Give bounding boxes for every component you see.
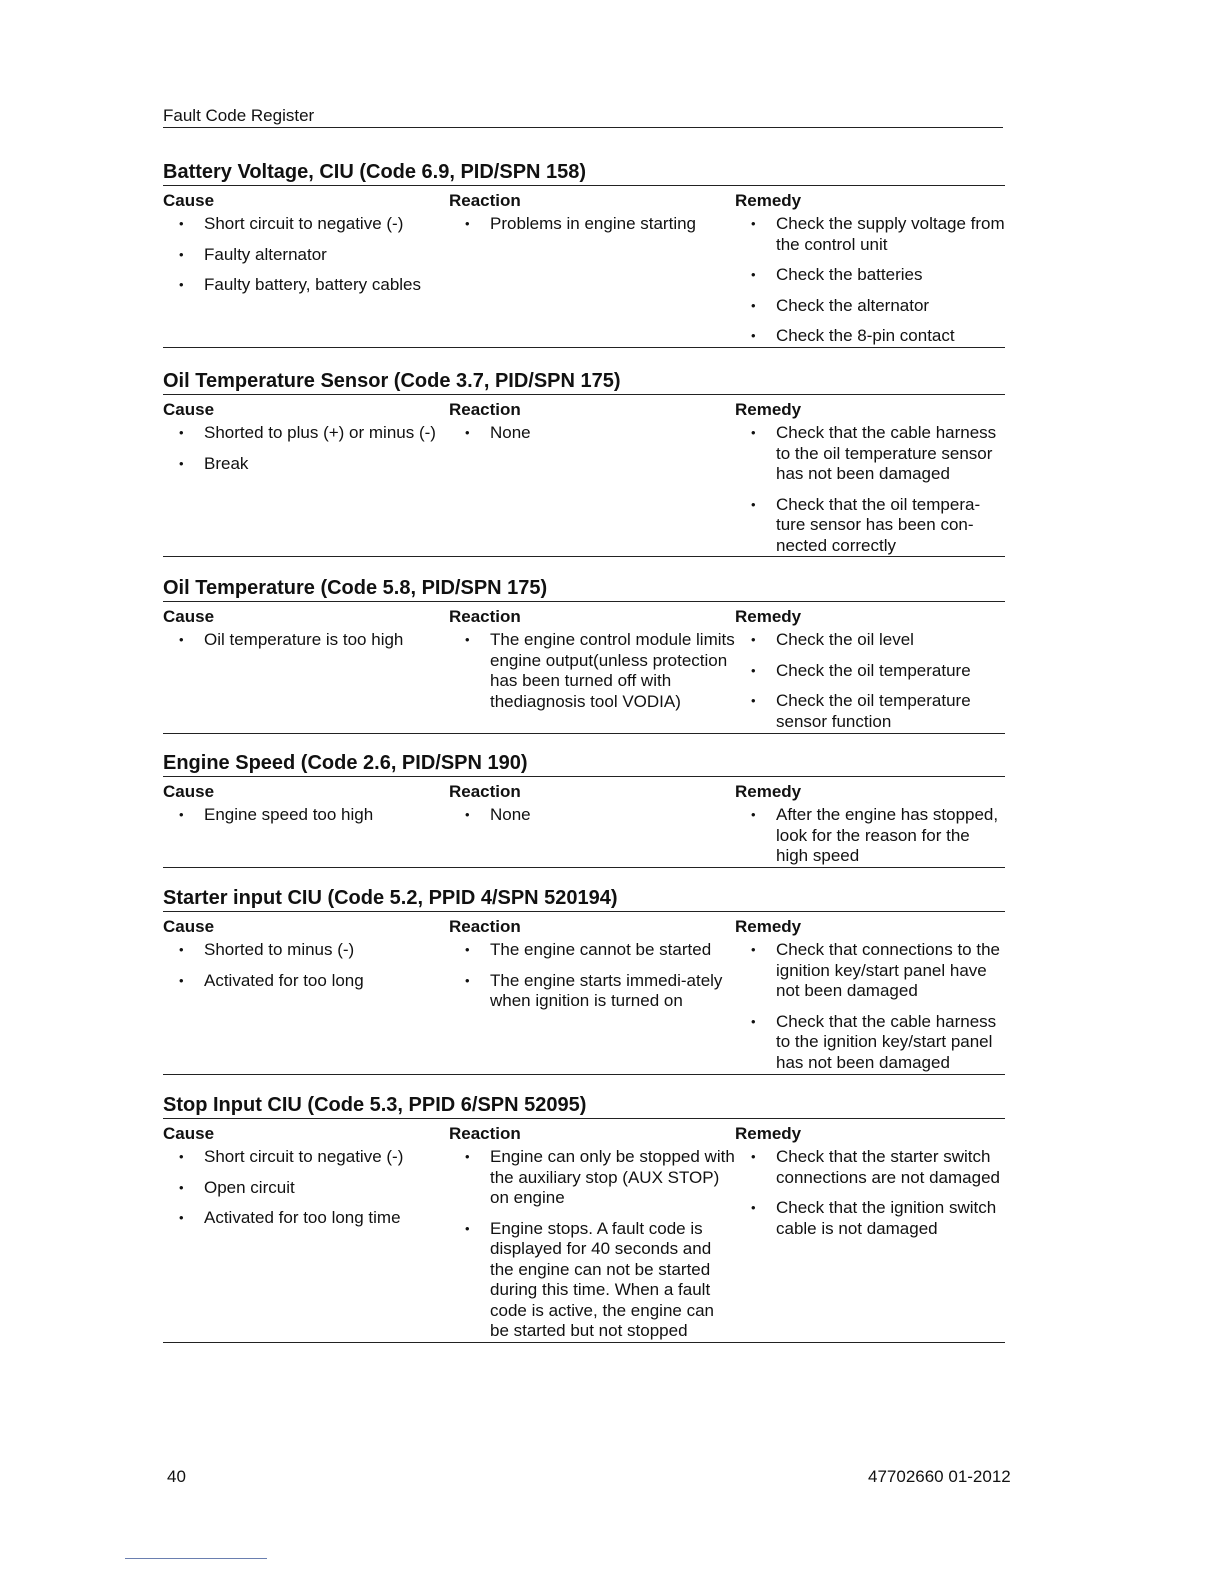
cause-column [163, 602, 449, 733]
cause-column [163, 912, 449, 1074]
reaction-item: • The engine control module limits engine output(unless protection has been turned off with thediagnosis tool VODIA) [449, 630, 735, 712]
reaction-item: • Engine can only be stopped with the auxiliary stop (AUX STOP) on engine [449, 1147, 735, 1209]
cause-column [163, 395, 449, 556]
remedy-item: • Check the 8-pin contact [735, 326, 1005, 347]
cause-heading: Cause [163, 191, 215, 210]
cause-item: • Short circuit to negative (-) [163, 214, 449, 235]
cause-item: • Activated for too long time [163, 1208, 449, 1229]
remedy-item: • Check that the cable harness to the oil temperature sensor has not been damaged [735, 423, 1005, 485]
section-title: Battery Voltage, CIU (Code 6.9, PID/SPN 158) [163, 160, 1005, 186]
fault-section-engine-speed [163, 751, 1005, 868]
reaction-heading: Reaction [449, 191, 521, 210]
cause-item: • Break [163, 454, 449, 475]
remedy-column [735, 186, 1005, 347]
reaction-heading: Reaction [449, 917, 521, 936]
remedy-item: • Check the oil level [735, 630, 1005, 651]
cause-item: • Engine speed too high [163, 805, 449, 826]
remedy-item: • Check that connections to the ignition key/start panel have not been damaged [735, 940, 1005, 1002]
page-number: 40 [167, 1467, 186, 1486]
page-header: Fault Code Register [163, 106, 1003, 128]
cause-heading: Cause [163, 782, 215, 801]
reaction-item: • Engine stops. A fault code is displayed for 40 seconds and the engine can not be started during this time. When a fault code is active, the engine can be started but not stopped [449, 1219, 735, 1342]
document-id: 47702660 01-2012 [868, 1467, 1011, 1486]
remedy-item: • Check the oil temperature sensor function [735, 691, 1005, 732]
reaction-column [449, 186, 735, 347]
cause-heading: Cause [163, 607, 215, 626]
cause-column [163, 1119, 449, 1342]
remedy-heading: Remedy [735, 400, 802, 419]
remedy-item: • Check the supply voltage from the control unit [735, 214, 1005, 255]
reaction-heading: Reaction [449, 400, 521, 419]
cause-heading: Cause [163, 1124, 215, 1143]
cause-item: • Faulty alternator [163, 245, 449, 266]
remedy-item: • Check that the oil tempera-ture sensor has been con-nected correctly [735, 495, 1005, 557]
section-title: Engine Speed (Code 2.6, PID/SPN 190) [163, 751, 1005, 777]
reaction-column [449, 602, 735, 733]
section-title: Oil Temperature Sensor (Code 3.7, PID/SPN 175) [163, 369, 1005, 395]
cause-item: • Short circuit to negative (-) [163, 1147, 449, 1168]
remedy-item: • Check that the cable harness to the ignition key/start panel has not been damaged [735, 1012, 1005, 1074]
remedy-item: • Check the alternator [735, 296, 1005, 317]
remedy-heading: Remedy [735, 917, 802, 936]
remedy-item: • After the engine has stopped, look for the reason for the high speed [735, 805, 1005, 867]
fault-section-oil-temperature [163, 576, 1005, 734]
remedy-item: • Check that the starter switch connections are not damaged [735, 1147, 1005, 1188]
cause-item: • Shorted to minus (-) [163, 940, 449, 961]
remedy-column [735, 1119, 1005, 1342]
reaction-column [449, 1119, 735, 1342]
section-title: Oil Temperature (Code 5.8, PID/SPN 175) [163, 576, 1005, 602]
section-title: Starter input CIU (Code 5.2, PPID 4/SPN 520194) [163, 886, 1005, 912]
reaction-heading: Reaction [449, 607, 521, 626]
fault-section-oil-temperature-sensor [163, 369, 1005, 557]
fault-section-battery-voltage [163, 160, 1005, 348]
footer-rule [125, 1558, 267, 1559]
cause-heading: Cause [163, 400, 215, 419]
remedy-column [735, 777, 1005, 867]
reaction-column [449, 777, 735, 867]
reaction-item: • None [449, 423, 735, 444]
remedy-heading: Remedy [735, 607, 802, 626]
cause-item: • Shorted to plus (+) or minus (-) [163, 423, 449, 444]
reaction-item: • The engine starts immedi-ately when ignition is turned on [449, 971, 735, 1012]
cause-item: • Activated for too long [163, 971, 449, 992]
remedy-column [735, 912, 1005, 1074]
reaction-column [449, 395, 735, 556]
cause-item: • Faulty battery, battery cables [163, 275, 449, 296]
cause-item: • Open circuit [163, 1178, 449, 1199]
reaction-column [449, 912, 735, 1074]
reaction-item: • Problems in engine starting [449, 214, 735, 235]
fault-section-starter-input [163, 886, 1005, 1075]
remedy-column [735, 395, 1005, 556]
cause-item: • Oil temperature is too high [163, 630, 449, 651]
section-title: Stop Input CIU (Code 5.3, PPID 6/SPN 52095) [163, 1093, 1005, 1119]
cause-column [163, 777, 449, 867]
remedy-heading: Remedy [735, 1124, 802, 1143]
remedy-item: • Check the batteries [735, 265, 1005, 286]
reaction-heading: Reaction [449, 782, 521, 801]
remedy-item: • Check that the ignition switch cable is not damaged [735, 1198, 1005, 1239]
reaction-item: • The engine cannot be started [449, 940, 735, 961]
remedy-heading: Remedy [735, 191, 802, 210]
cause-heading: Cause [163, 917, 215, 936]
reaction-item: • None [449, 805, 735, 826]
remedy-item: • Check the oil temperature [735, 661, 1005, 682]
remedy-heading: Remedy [735, 782, 802, 801]
reaction-heading: Reaction [449, 1124, 521, 1143]
fault-section-stop-input [163, 1093, 1005, 1343]
cause-column [163, 186, 449, 347]
remedy-column [735, 602, 1005, 733]
